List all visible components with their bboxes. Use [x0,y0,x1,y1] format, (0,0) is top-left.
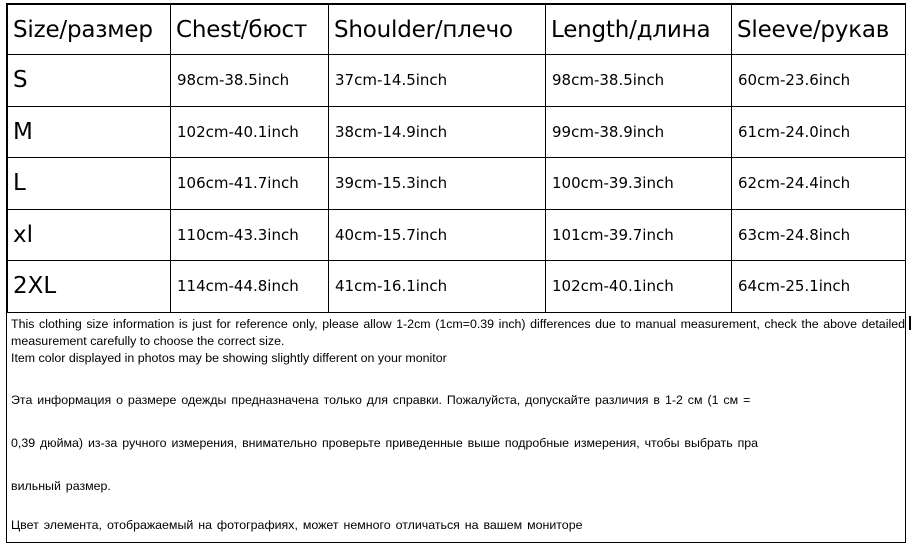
english-note-color: Item color displayed in photos may be showing slightly different on your monitor [11,351,447,365]
sleeve-cell: 63cm-24.8inch [732,209,906,261]
shoulder-cell: 39cm-15.3inch [329,158,546,210]
shoulder-cell: 37cm-14.5inch [329,55,546,107]
shoulder-cell: 41cm-16.1inch [329,261,546,313]
length-cell: 102cm-40.1inch [546,261,732,313]
length-cell: 100cm-39.3inch [546,158,732,210]
header-shoulder: Shoulder/плечо [329,5,546,55]
sleeve-cell: 61cm-24.0inch [732,106,906,158]
table-row [8,55,906,107]
shoulder-cell: 38cm-14.9inch [329,106,546,158]
size-table [7,4,906,313]
table-row [8,158,906,210]
russian-note-line: 0,39 дюйма) из-за ручного измерения, внимательно проверьте приведенные выше подробные измерения, чтобы выбрать пра [11,436,759,450]
shoulder-cell: 40cm-15.7inch [329,209,546,261]
length-cell: 99cm-38.9inch [546,106,732,158]
size-cell: xl [8,209,171,261]
header-row [8,5,906,55]
chest-cell: 110cm-43.3inch [171,209,329,261]
sleeve-cell: 60cm-23.6inch [732,55,906,107]
chest-cell: 102cm-40.1inch [171,106,329,158]
table-row [8,261,906,313]
header-sleeve: Sleeve/рукав [732,5,906,55]
russian-note-line: вильный размер. [11,479,111,493]
size-cell: M [8,106,171,158]
size-cell: L [8,158,171,210]
length-cell: 101cm-39.7inch [546,209,732,261]
table-row [8,106,906,158]
chest-cell: 106cm-41.7inch [171,158,329,210]
length-cell: 98cm-38.5inch [546,55,732,107]
size-chart-sheet [6,3,906,543]
header-chest: Chest/бюст [171,5,329,55]
sleeve-cell: 64cm-25.1inch [732,261,906,313]
russian-note-line: Эта информация о размере одежды предназначена только для справки. Пожалуйста, допускайте различия в 1-2 см (1 см = [11,393,751,407]
russian-note-color: Цвет элемента, отображаемый на фотографиях, может немного отличаться на вашем мониторе [11,518,583,532]
chest-cell: 98cm-38.5inch [171,55,329,107]
text-cursor [909,316,911,330]
table-row [8,209,906,261]
english-note-disclaimer: This clothing size information is just for reference only, please allow 1-2cm (1cm=0.39 inch) differences due to manual measurement, check the above detailed measurement carefully to choose the correct size. [11,317,905,348]
chest-cell: 114cm-44.8inch [171,261,329,313]
size-cell: 2XL [8,261,171,313]
size-cell: S [8,55,171,107]
header-length: Length/длина [546,5,732,55]
notes-section [11,316,905,532]
header-size: Size/размер [8,5,171,55]
sleeve-cell: 62cm-24.4inch [732,158,906,210]
